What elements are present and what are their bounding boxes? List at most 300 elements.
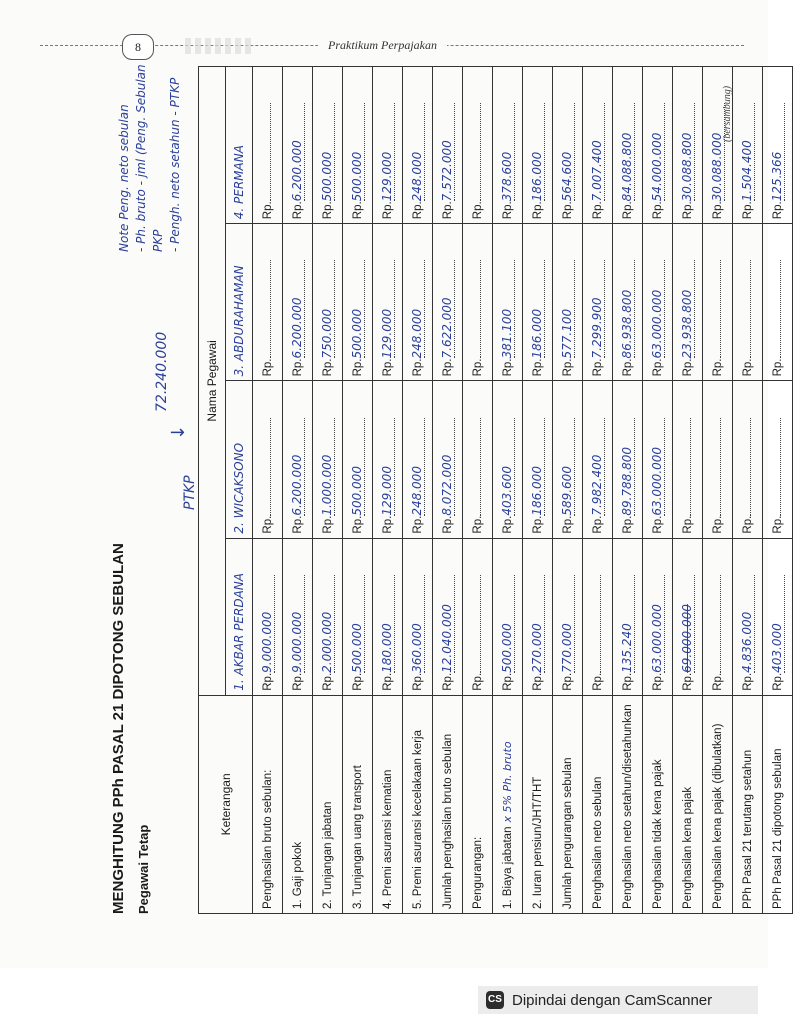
currency-label: Rp. xyxy=(532,358,544,377)
employee-name-text: 4. PERMANA xyxy=(232,145,246,220)
value-line xyxy=(770,575,785,673)
value-line xyxy=(530,418,545,516)
value-cell xyxy=(733,224,763,381)
value-line xyxy=(560,575,575,673)
handwritten-value: 248.000 xyxy=(410,151,424,202)
value-cell xyxy=(613,67,643,224)
row-label xyxy=(493,695,523,913)
camscanner-watermark xyxy=(478,986,758,1014)
currency-label: Rp. xyxy=(352,515,364,534)
value-cell xyxy=(673,67,703,224)
row-label-text: 2. Iuran pensiun/JHT/THT xyxy=(531,776,544,909)
value-line xyxy=(380,103,395,201)
value-line xyxy=(410,103,425,201)
currency-label: Rp. xyxy=(711,515,724,534)
value-cell xyxy=(433,538,463,695)
handwritten-value: 84.088.800 xyxy=(620,132,634,202)
currency-label: Rp. xyxy=(771,515,784,534)
value-line xyxy=(500,575,515,673)
handwritten-value: 8.072.000 xyxy=(440,454,454,516)
currency-label: Rp. xyxy=(442,201,454,220)
value-cell xyxy=(343,224,373,381)
currency-label: Rp. xyxy=(412,672,424,691)
table-row xyxy=(343,67,373,914)
handwritten-value: 403.600 xyxy=(500,466,514,516)
currency-label: Rp. xyxy=(562,515,574,534)
handwritten-value: 54.000.000 xyxy=(650,132,664,202)
value-cell xyxy=(583,538,613,695)
value-cell xyxy=(373,224,403,381)
row-label xyxy=(343,695,373,913)
handwritten-value: 381.100 xyxy=(500,308,514,359)
currency-label: Rp. xyxy=(742,201,754,220)
handwritten-biaya-note: x 5% Ph. bruto xyxy=(501,741,514,823)
value-cell xyxy=(493,538,523,695)
currency-label: Rp. xyxy=(622,201,634,220)
currency-label: Rp. xyxy=(681,515,694,534)
value-cell xyxy=(373,67,403,224)
value-line xyxy=(410,575,425,673)
currency-label: Rp. xyxy=(532,201,544,220)
value-cell xyxy=(613,224,643,381)
row-label xyxy=(553,695,583,913)
value-cell xyxy=(583,381,613,538)
handwritten-value: 9.000.000 xyxy=(290,611,304,673)
currency-label: Rp. xyxy=(442,515,454,534)
currency-label: Rp. xyxy=(711,358,724,377)
header-nama-pegawai: Nama Pegawai xyxy=(199,67,226,696)
value-cell xyxy=(343,538,373,695)
currency-label: Rp. xyxy=(741,515,754,534)
value-cell xyxy=(523,381,553,538)
rotated-content xyxy=(110,60,784,940)
value-line xyxy=(620,261,635,359)
handwritten-value: 403.000 xyxy=(770,623,784,673)
value-line xyxy=(480,103,481,201)
value-cell xyxy=(763,224,793,381)
value-cell xyxy=(643,538,673,695)
value-line xyxy=(440,103,455,201)
table-row xyxy=(283,67,313,914)
value-line xyxy=(650,575,665,673)
value-cell xyxy=(283,67,313,224)
handwritten-value: 135.240 xyxy=(620,623,634,673)
handwritten-value: 86.938.800 xyxy=(620,289,634,359)
value-cell xyxy=(523,67,553,224)
handwritten-ptkp: PTKP xyxy=(182,475,198,510)
value-line xyxy=(750,261,751,359)
table-row xyxy=(523,67,553,914)
row-label-text: Penghasilan tidak kena pajak xyxy=(651,759,664,909)
employee-name-text: 2. WICAKSONO xyxy=(232,442,246,534)
value-line xyxy=(530,103,545,201)
value-cell xyxy=(313,224,343,381)
handwritten-value: 500.000 xyxy=(350,308,364,359)
value-cell xyxy=(613,381,643,538)
row-label-text: PPh Pasal 21 terutang setahun xyxy=(741,749,754,909)
value-cell xyxy=(523,224,553,381)
handwritten-value: 63.000.000 xyxy=(650,446,664,516)
value-line xyxy=(410,418,425,516)
value-cell xyxy=(673,538,703,695)
value-cell xyxy=(733,67,763,224)
handwritten-value: 378.600 xyxy=(500,151,514,202)
currency-label: Rp. xyxy=(292,358,304,377)
row-label-text: Pengurangan: xyxy=(471,836,484,909)
value-cell xyxy=(523,538,553,695)
row-label-text: 4. Premi asuransi kematian xyxy=(381,769,394,909)
value-cell xyxy=(703,224,733,381)
handwritten-value: 248.000 xyxy=(410,308,424,359)
handwritten-value: 63.000.000 xyxy=(650,289,664,359)
currency-label: Rp. xyxy=(442,672,454,691)
employee-name-text: 1. AKBAR PERDANA xyxy=(232,573,246,691)
row-label xyxy=(733,695,763,913)
value-line xyxy=(290,418,305,516)
currency-label: Rp. xyxy=(622,515,634,534)
value-line xyxy=(740,103,755,201)
value-cell xyxy=(763,538,793,695)
currency-label: Rp. xyxy=(412,201,424,220)
row-label xyxy=(613,695,643,913)
value-line xyxy=(740,575,755,673)
value-line xyxy=(320,418,335,516)
value-cell xyxy=(643,67,673,224)
value-line xyxy=(350,575,365,673)
value-cell xyxy=(403,381,433,538)
row-label xyxy=(703,695,733,913)
currency-label: Rp. xyxy=(502,672,514,691)
value-cell xyxy=(283,381,313,538)
continued-note: (bersambung) xyxy=(722,85,733,142)
handwritten-value: 7.007.400 xyxy=(590,140,604,202)
header-keterangan: Keterangan xyxy=(199,695,253,913)
row-label xyxy=(583,695,613,913)
row-label xyxy=(643,695,673,913)
currency-label: Rp. xyxy=(771,358,784,377)
value-cell xyxy=(313,538,343,695)
book-title: Praktikum Perpajakan xyxy=(318,36,447,55)
value-cell xyxy=(673,224,703,381)
value-cell xyxy=(463,381,493,538)
currency-label: Rp. xyxy=(412,358,424,377)
currency-label: Rp. xyxy=(292,201,304,220)
value-line xyxy=(530,261,545,359)
handwritten-value: 7.982.400 xyxy=(590,454,604,516)
currency-label: Rp. xyxy=(322,515,334,534)
currency-label: Rp. xyxy=(471,515,484,534)
value-cell xyxy=(703,381,733,538)
value-cell xyxy=(493,67,523,224)
value-cell xyxy=(553,67,583,224)
value-line xyxy=(560,261,575,359)
currency-label: Rp. xyxy=(262,672,274,691)
currency-label: Rp. xyxy=(292,515,304,534)
value-line xyxy=(770,103,785,201)
table-row xyxy=(493,67,523,914)
handwritten-value: 180.000 xyxy=(380,623,394,673)
currency-label: Rp. xyxy=(622,358,634,377)
row-label-text: 1. Gaji pokok xyxy=(291,841,304,909)
value-cell xyxy=(643,224,673,381)
value-line xyxy=(780,418,781,516)
employee-name xyxy=(226,538,253,695)
value-line xyxy=(270,103,271,201)
currency-label: Rp. xyxy=(352,672,364,691)
row-label-text: Jumlah pengurangan sebulan xyxy=(561,757,574,909)
currency-label: Rp. xyxy=(682,201,694,220)
currency-label: Rp. xyxy=(382,672,394,691)
handwritten-value: 500.000 xyxy=(500,623,514,673)
page-number: 8 xyxy=(122,34,154,60)
value-cell xyxy=(343,381,373,538)
value-cell xyxy=(373,381,403,538)
scan-smudge xyxy=(185,38,255,54)
value-line xyxy=(620,103,635,201)
value-line xyxy=(320,261,335,359)
note-line: PKP xyxy=(151,229,165,252)
value-cell xyxy=(463,67,493,224)
currency-label: Rp. xyxy=(261,201,274,220)
handwritten-value: 23.938.800 xyxy=(680,289,694,359)
value-line xyxy=(290,261,305,359)
handwritten-value: 1.000.000 xyxy=(320,454,334,516)
currency-label: Rp. xyxy=(772,672,784,691)
row-label-text: PPh Pasal 21 dipotong sebulan xyxy=(771,748,784,909)
currency-label: Rp. xyxy=(352,358,364,377)
value-line xyxy=(590,418,605,516)
value-cell xyxy=(343,67,373,224)
currency-label: Rp. xyxy=(412,515,424,534)
value-line xyxy=(440,575,455,673)
handwritten-value: 186.000 xyxy=(530,308,544,359)
table-row xyxy=(403,67,433,914)
value-cell xyxy=(403,538,433,695)
value-cell xyxy=(613,538,643,695)
currency-label: Rp. xyxy=(261,515,274,534)
value-line xyxy=(750,418,751,516)
currency-label: Rp. xyxy=(382,515,394,534)
value-line xyxy=(720,575,721,673)
value-line xyxy=(480,418,481,516)
row-label xyxy=(523,695,553,913)
value-cell xyxy=(313,67,343,224)
row-label xyxy=(373,695,403,913)
currency-label: Rp. xyxy=(471,672,484,691)
table-row xyxy=(313,67,343,914)
currency-label: Rp. xyxy=(712,201,724,220)
currency-label: Rp. xyxy=(652,515,664,534)
handwritten-value: 7.299.900 xyxy=(590,297,604,359)
value-line xyxy=(500,418,515,516)
value-cell xyxy=(493,224,523,381)
page-title: MENGHITUNG PPh PASAL 21 DIPOTONG SEBULAN xyxy=(110,543,127,914)
handwritten-value: 577.100 xyxy=(560,308,574,359)
value-line xyxy=(440,418,455,516)
value-line xyxy=(680,261,695,359)
currency-label: Rp. xyxy=(322,358,334,377)
value-cell xyxy=(583,224,613,381)
currency-label: Rp. xyxy=(652,358,664,377)
value-cell xyxy=(733,538,763,695)
value-cell xyxy=(463,538,493,695)
value-cell xyxy=(403,224,433,381)
table-row xyxy=(673,67,703,914)
handwritten-value: 129.000 xyxy=(380,308,394,359)
currency-label: Rp. xyxy=(652,201,664,220)
currency-label: Rp. xyxy=(622,672,634,691)
value-line xyxy=(560,418,575,516)
currency-label: Rp. xyxy=(711,672,724,691)
table-row xyxy=(703,67,733,914)
value-line xyxy=(290,575,305,673)
handwritten-value: 30.088.000 xyxy=(710,132,724,202)
value-line xyxy=(270,261,271,359)
row-label xyxy=(283,695,313,913)
row-label xyxy=(673,695,703,913)
page-subtitle: Pegawai Tetap xyxy=(136,824,151,914)
table-row xyxy=(553,67,583,914)
table-row xyxy=(433,67,463,914)
value-line xyxy=(270,418,271,516)
currency-label: Rp. xyxy=(592,358,604,377)
value-line xyxy=(350,261,365,359)
currency-label: Rp. xyxy=(682,672,694,691)
value-line xyxy=(500,261,515,359)
value-cell xyxy=(283,538,313,695)
handwritten-value: 500.000 xyxy=(350,151,364,202)
currency-label: Rp. xyxy=(502,515,514,534)
value-cell xyxy=(553,381,583,538)
currency-label: Rp. xyxy=(562,672,574,691)
employee-name xyxy=(226,67,253,224)
table-row xyxy=(613,67,643,914)
currency-label: Rp. xyxy=(322,672,334,691)
handwritten-value: 248.000 xyxy=(410,466,424,516)
handwritten-value: 12.040.000 xyxy=(440,604,454,673)
handwritten-value: 6.200.000 xyxy=(290,140,304,202)
currency-label: Rp. xyxy=(352,201,364,220)
value-line xyxy=(260,575,275,673)
handwritten-value: 589.600 xyxy=(560,466,574,516)
employee-name-text: 3. ABDURAHAMAN xyxy=(232,265,246,377)
row-label-text: 1. Biaya jabatan xyxy=(502,826,514,909)
value-line xyxy=(320,575,335,673)
currency-label: Rp. xyxy=(741,358,754,377)
value-line xyxy=(600,575,601,673)
currency-label: Rp. xyxy=(382,358,394,377)
value-cell xyxy=(733,381,763,538)
handwritten-value: 9.000.000 xyxy=(260,611,274,673)
camscanner-text: Dipindai dengan CamScanner xyxy=(512,991,713,1009)
value-cell xyxy=(763,67,793,224)
row-label xyxy=(763,695,793,913)
value-cell xyxy=(553,538,583,695)
handwritten-value: 500.000 xyxy=(350,623,364,673)
handwritten-value: 30.088.800 xyxy=(680,132,694,202)
row-label-text: Jumlah penghasilan bruto sebulan xyxy=(441,733,454,909)
value-line xyxy=(620,575,635,673)
row-label-text: 3. Tunjangan uang transport xyxy=(351,765,364,909)
handwritten-value: 6.200.000 xyxy=(290,454,304,516)
currency-label: Rp. xyxy=(442,358,454,377)
handwritten-value: 564.600 xyxy=(560,151,574,202)
value-line xyxy=(410,261,425,359)
value-cell xyxy=(283,224,313,381)
value-line xyxy=(650,261,665,359)
handwritten-value: 129.000 xyxy=(380,466,394,516)
value-cell xyxy=(703,538,733,695)
employee-name xyxy=(226,381,253,538)
table-row xyxy=(733,67,763,914)
handwritten-value: 360.000 xyxy=(410,623,424,673)
currency-label: Rp. xyxy=(652,672,664,691)
row-label-text: Penghasilan kena pajak (dibulatkan) xyxy=(711,723,724,909)
handwritten-value: 500.000 xyxy=(320,151,334,202)
value-cell xyxy=(373,538,403,695)
value-line xyxy=(290,103,305,201)
currency-label: Rp. xyxy=(772,201,784,220)
camscanner-icon: CS xyxy=(486,991,504,1009)
value-cell xyxy=(403,67,433,224)
value-line xyxy=(650,103,665,201)
row-label xyxy=(463,695,493,913)
value-line xyxy=(380,575,395,673)
handwritten-value: 63.000.000 xyxy=(650,604,664,673)
handwritten-value: 186.000 xyxy=(530,466,544,516)
handwritten-value: 7.622.000 xyxy=(440,297,454,359)
note-line: - Ph. bruto - jml (Peng. Sebulan xyxy=(134,64,148,252)
employee-name xyxy=(226,224,253,381)
value-line xyxy=(690,418,691,516)
currency-label: Rp. xyxy=(382,201,394,220)
handwritten-value: 2.000.000 xyxy=(320,611,334,673)
value-line xyxy=(320,103,335,201)
handwritten-value: 770.000 xyxy=(560,623,574,673)
value-cell xyxy=(673,381,703,538)
currency-label: Rp. xyxy=(592,201,604,220)
value-cell xyxy=(433,381,463,538)
handwritten-value: 186.000 xyxy=(530,151,544,202)
currency-label: Rp. xyxy=(682,358,694,377)
currency-label: Rp. xyxy=(471,201,484,220)
currency-label: Rp. xyxy=(562,358,574,377)
value-cell xyxy=(583,67,613,224)
value-line xyxy=(480,261,481,359)
handwritten-value: 270.000 xyxy=(530,623,544,673)
value-cell xyxy=(253,67,283,224)
handwritten-value: 6.200.000 xyxy=(290,297,304,359)
currency-label: Rp. xyxy=(742,672,754,691)
value-line xyxy=(620,418,635,516)
handwritten-value: 69.000.000 xyxy=(680,604,694,673)
row-label xyxy=(253,695,283,913)
row-label-text: Penghasilan bruto sebulan: xyxy=(261,769,274,909)
handwritten-total: 72.240.000 xyxy=(154,331,170,412)
table-row xyxy=(253,67,283,914)
value-line xyxy=(780,261,781,359)
handwritten-arrow: ↓ xyxy=(168,424,189,440)
value-cell xyxy=(253,538,283,695)
value-line xyxy=(380,261,395,359)
value-cell xyxy=(763,381,793,538)
handwritten-value: 1.504.400 xyxy=(740,140,754,202)
value-line xyxy=(500,103,515,201)
handwritten-value: 129.000 xyxy=(380,151,394,202)
currency-label: Rp. xyxy=(591,672,604,691)
currency-label: Rp. xyxy=(471,358,484,377)
row-label-text: 2. Tunjangan jabatan xyxy=(321,801,334,909)
